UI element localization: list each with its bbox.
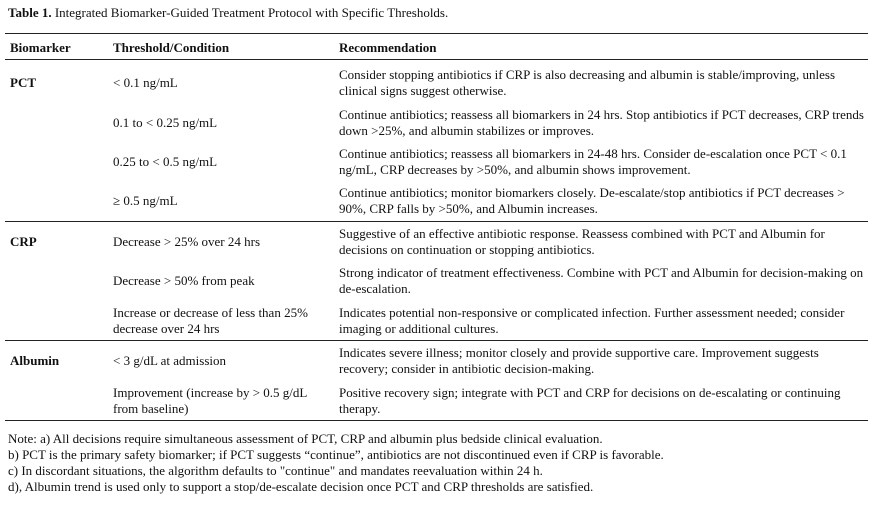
- albumin-row-2-recommendation: Positive recovery sign; integrate with PCT and CRP for decisions on de-escalating or continuing therapy.: [339, 385, 841, 416]
- caption-title: Integrated Biomarker-Guided Treatment Protocol with Specific Thresholds.: [54, 5, 449, 20]
- caption-label: Table 1.: [8, 5, 52, 20]
- crp-row-3-recommendation: Indicates potential non-responsive or complicated infection. Further assessment needed; consider imaging or additional cultures.: [339, 305, 845, 336]
- header-threshold: Threshold/Condition: [113, 40, 230, 55]
- crp-row-3-condition: Increase or decrease of less than 25% decrease over 24 hrs: [113, 305, 308, 336]
- biomarker-albumin: Albumin: [10, 353, 60, 368]
- crp-row-2-recommendation: Strong indicator of treatment effectiveness. Combine with PCT and Albumin for decision-making on de-escalation.: [339, 265, 864, 296]
- crp-row-1-recommendation: Suggestive of an effective antibiotic response. Reassess combined with PCT and Albumin for decisions on continuation or stopping antibiotics.: [339, 226, 825, 257]
- pct-row-1-recommendation: Consider stopping antibiotics if CRP is also decreasing and albumin is stable/improving, unless clinical signs suggest otherwise.: [339, 67, 835, 98]
- pct-row-2-recommendation: Continue antibiotics; reassess all biomarkers in 24 hrs. Stop antibiotics if PCT decreases, CRP trends down >25%, and albumin stabilizes or improves.: [339, 107, 864, 138]
- pct-row-3-condition: 0.25 to < 0.5 ng/mL: [113, 154, 218, 169]
- header-recommendation: Recommendation: [339, 40, 437, 55]
- section-rule-albumin: [5, 340, 868, 341]
- note-b: b) PCT is the primary safety biomarker; if PCT suggests “continue”, antibiotics are not discontinued even if CRP is favorable.: [8, 447, 664, 462]
- table-caption: [8, 5, 448, 21]
- note-d: d), Albumin trend is used only to support a stop/de-escalate decision once PCT and CRP thresholds are satisfied.: [8, 479, 594, 494]
- albumin-row-1-recommendation: Indicates severe illness; monitor closely and provide supportive care. Improvement suggests recovery; consider in antibiotic decision-making.: [339, 345, 819, 376]
- pct-row-3-recommendation: Continue antibiotics; reassess all biomarkers in 24-48 hrs. Consider de-escalation once PCT < 0.1 ng/mL, CRP decreases by >50%, and albumin shows improvement.: [339, 146, 847, 177]
- note-c: c) In discordant situations, the algorithm defaults to "continue" and mandates reevaluation within 24 h.: [8, 463, 543, 478]
- section-rule-crp: [5, 221, 868, 222]
- crp-row-2-condition: Decrease > 50% from peak: [113, 273, 255, 288]
- header-biomarker: Biomarker: [10, 40, 71, 55]
- table-notes: [8, 431, 664, 495]
- pct-row-2-condition: 0.1 to < 0.25 ng/mL: [113, 115, 218, 130]
- albumin-row-1-condition: < 3 g/dL at admission: [113, 353, 227, 368]
- biomarker-pct: PCT: [10, 75, 36, 90]
- biomarker-crp: CRP: [10, 234, 37, 249]
- note-a: Note: a) All decisions require simultaneous assessment of PCT, CRP and albumin plus bedside clinical evaluation.: [8, 431, 603, 446]
- pct-row-1-condition: < 0.1 ng/mL: [113, 75, 178, 90]
- pct-row-4-condition: ≥ 0.5 ng/mL: [113, 193, 178, 208]
- table-bottom-rule: [5, 420, 868, 421]
- header-rule: [5, 59, 868, 60]
- crp-row-1-condition: Decrease > 25% over 24 hrs: [113, 234, 261, 249]
- albumin-row-2-condition: Improvement (increase by > 0.5 g/dL from baseline): [113, 385, 307, 416]
- table-top-rule: [5, 33, 868, 34]
- pct-row-4-recommendation: Continue antibiotics; monitor biomarkers closely. De-escalate/stop antibiotics if PCT decreases > 90%, CRP falls by >50%, and Albumin increases.: [339, 185, 845, 216]
